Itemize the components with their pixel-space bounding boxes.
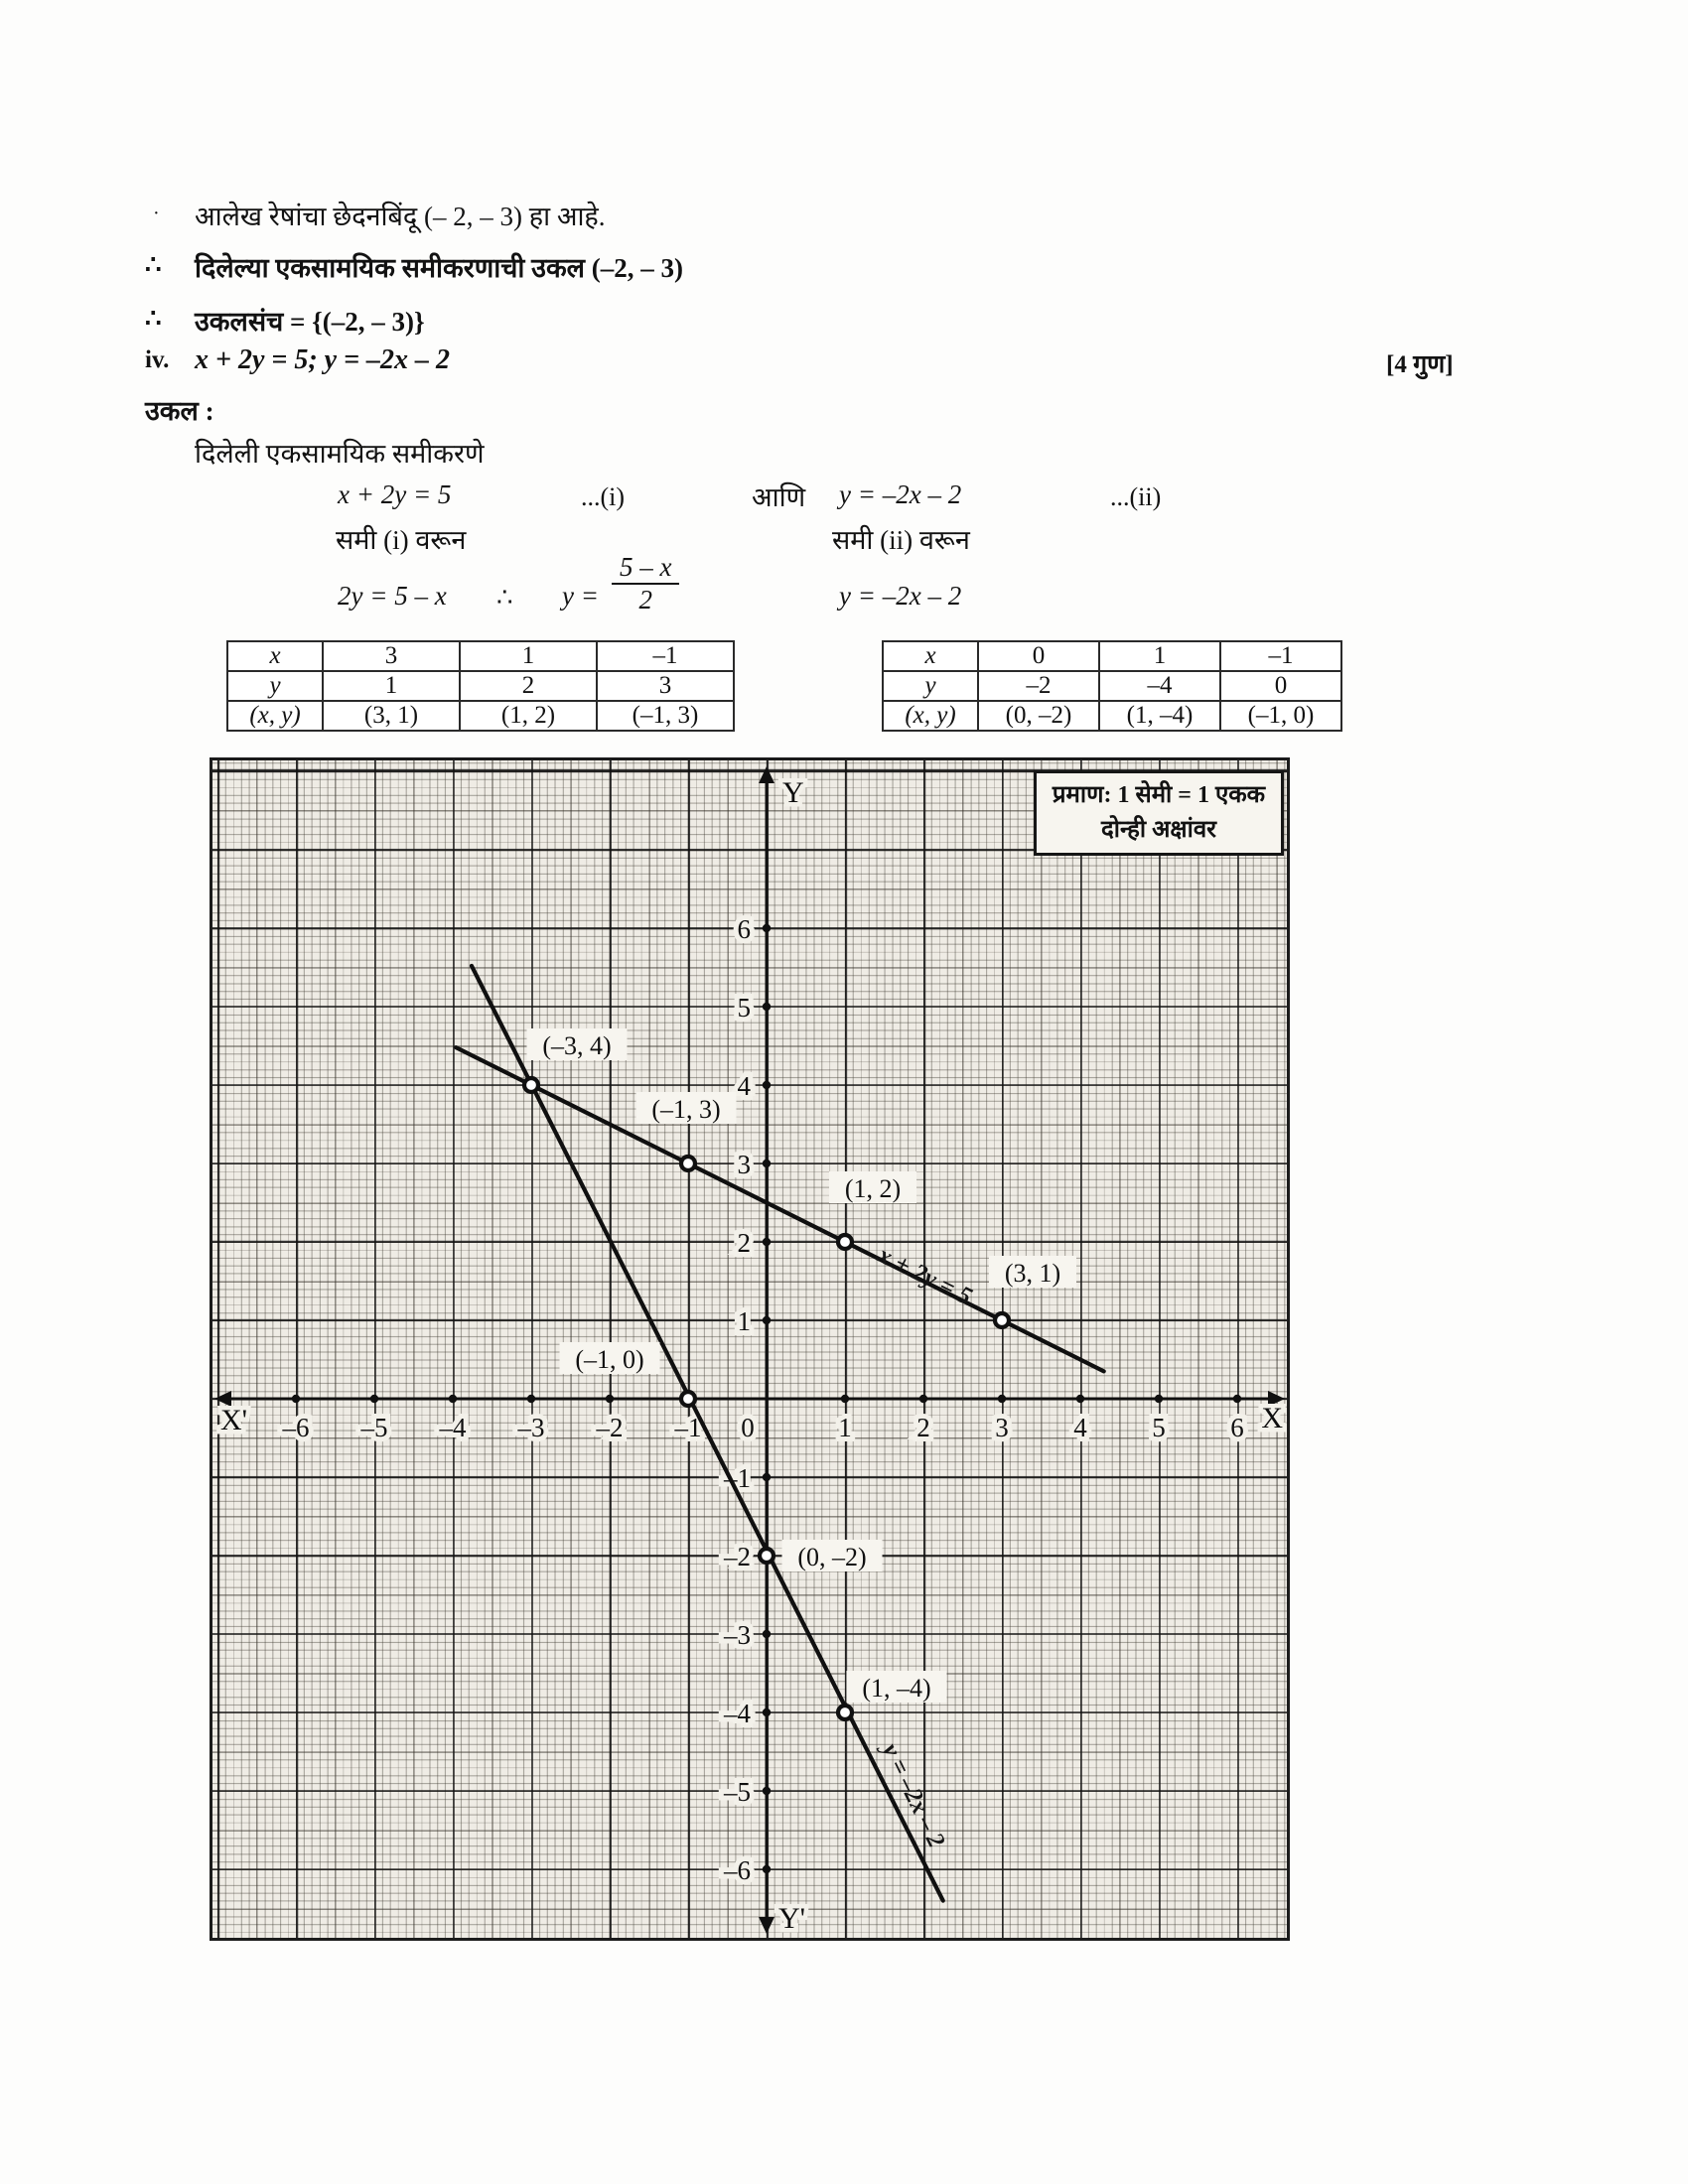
table-row (227, 671, 734, 701)
fraction-denominator: 2 (638, 585, 652, 614)
value-cell: –1 (597, 641, 734, 671)
value-cell: 0 (978, 641, 1099, 671)
y-tick-dot (763, 1238, 771, 1246)
graph-point (524, 1078, 538, 1092)
axis-label-y-pos: Y (782, 776, 804, 809)
statement-solution-set: उकलसंच = {(–2, – 3)} (195, 307, 425, 337)
statement-intersection: आलेख रेषांचा छेदनबिंदू (– 2, – 3) हा आहे. (195, 202, 606, 231)
therefore-symbol: ∴ (145, 250, 162, 279)
table-row (227, 641, 734, 671)
y-tick-dot (763, 1160, 771, 1167)
value-cell: (1, 2) (460, 701, 597, 731)
from-eq1-label: समी (i) वरून (336, 525, 467, 555)
axis-label-x-neg: X' (220, 1404, 248, 1436)
and-word: आणि (752, 482, 806, 512)
x-tick-label: –2 (596, 1413, 624, 1442)
step-2y: 2y = 5 – x (338, 581, 447, 611)
solution-heading: उकल : (145, 396, 214, 426)
value-cell: –1 (1220, 641, 1341, 671)
x-tick-label: 3 (995, 1413, 1009, 1442)
scale-note-box (1034, 770, 1284, 856)
x-tick-dot (449, 1395, 457, 1403)
fraction-numerator: 5 – x (620, 552, 672, 582)
y-tick-label: 1 (737, 1306, 751, 1336)
y-tick-label: –2 (724, 1542, 751, 1571)
x-tick-label: –5 (360, 1413, 388, 1442)
item-number: iv. (145, 346, 170, 373)
table-row (883, 671, 1341, 701)
y-tick-label: 6 (737, 914, 751, 944)
value-cell: 1 (323, 671, 460, 701)
x-tick-label: –1 (674, 1413, 702, 1442)
x-tick-dot (919, 1395, 927, 1403)
value-cell: 2 (460, 671, 597, 701)
equation-1-ref: ...(i) (581, 482, 626, 511)
axis-label-y-neg: Y' (778, 1902, 806, 1935)
value-cell: –4 (1099, 671, 1220, 701)
origin-label: 0 (741, 1413, 755, 1442)
y-axis-arrow-bottom (759, 1917, 774, 1934)
y-tick-label: 4 (737, 1071, 751, 1101)
point-label: (1, –4) (862, 1674, 931, 1703)
value-cell: 1 (460, 641, 597, 671)
value-cell: –2 (978, 671, 1099, 701)
y-tick-dot (763, 1473, 771, 1481)
equation-1: x + 2y = 5 (338, 479, 452, 509)
y-axis-arrow-top (759, 766, 774, 783)
scale-note-line1: प्रमाण: 1 सेमी = 1 एकक (1052, 782, 1266, 809)
y-tick-label: –4 (724, 1699, 751, 1728)
graph-paper (210, 757, 1290, 1941)
graph-point (681, 1392, 695, 1406)
y-tick-label: 3 (737, 1150, 751, 1179)
graph-point (681, 1157, 695, 1170)
x-tick-label: 2 (916, 1413, 930, 1442)
row-header-cell: (x, y) (883, 701, 978, 731)
values-table-eq2 (882, 640, 1342, 732)
point-label: (1, 2) (844, 1174, 902, 1203)
value-cell: (3, 1) (323, 701, 460, 731)
row-header-cell: y (883, 671, 978, 701)
graph-point (995, 1313, 1009, 1327)
row-header-cell: (x, y) (227, 701, 323, 731)
point-label: (–3, 4) (542, 1031, 612, 1060)
y-tick-label: –5 (724, 1777, 751, 1807)
equation-label: y = –2x – 2 (876, 1739, 950, 1852)
row-header-cell: y (227, 671, 323, 701)
graph-svg (212, 760, 1287, 1938)
y-tick-dot (763, 1787, 771, 1795)
statement-solution: दिलेल्या एकसामयिक समीकरणाची उकल (–2, – 3) (195, 253, 683, 283)
from-eq2-label: समी (ii) वरून (832, 525, 970, 555)
value-cell: 3 (597, 671, 734, 701)
y-tick-label: –3 (724, 1620, 751, 1650)
graph-point (838, 1706, 852, 1719)
equation-2: y = –2x – 2 (839, 479, 962, 509)
value-cell: 0 (1220, 671, 1341, 701)
y-tick-dot (763, 1003, 771, 1011)
bullet-marker: · (153, 203, 160, 224)
y-tick-label: 5 (737, 993, 751, 1023)
point-label: (–1, 3) (651, 1095, 721, 1124)
values-table-eq1 (226, 640, 735, 732)
x-tick-dot (998, 1395, 1006, 1403)
x-tick-dot (841, 1395, 849, 1403)
value-cell: (–1, 3) (597, 701, 734, 731)
y-tick-dot (763, 1708, 771, 1716)
x-tick-dot (1076, 1395, 1084, 1403)
value-cell: (1, –4) (1099, 701, 1220, 731)
y-tick-label: –1 (724, 1463, 751, 1493)
table-row (883, 641, 1341, 671)
value-cell: (0, –2) (978, 701, 1099, 731)
y-equals: y = (562, 581, 599, 611)
axis-label-x-pos: X (1261, 1402, 1283, 1434)
x-tick-dot (370, 1395, 378, 1403)
table-row (883, 701, 1341, 731)
value-cell: (–1, 0) (1220, 701, 1341, 731)
y-tick-label: 2 (737, 1228, 751, 1258)
x-tick-label: –6 (282, 1413, 310, 1442)
value-cell: 3 (323, 641, 460, 671)
therefore-symbol: ∴ (145, 304, 162, 333)
y-tick-dot (763, 1630, 771, 1638)
y-tick-label: –6 (724, 1855, 751, 1885)
x-tick-label: 1 (838, 1413, 852, 1442)
x-tick-dot (1233, 1395, 1241, 1403)
equation-2-restated: y = –2x – 2 (839, 581, 962, 611)
x-tick-dot (1155, 1395, 1163, 1403)
y-tick-dot (763, 924, 771, 932)
table-row (227, 701, 734, 731)
equation-label: x + 2y = 5 (873, 1241, 977, 1311)
y-tick-dot (763, 1081, 771, 1089)
point-label: (0, –2) (797, 1543, 867, 1571)
row-header-cell: x (883, 641, 978, 671)
marks-badge: [4 गुण] (1386, 351, 1454, 378)
point-label: (3, 1) (1004, 1259, 1061, 1288)
x-tick-label: –3 (517, 1413, 545, 1442)
x-tick-label: 4 (1073, 1413, 1087, 1442)
problem-equations: x + 2y = 5; y = –2x – 2 (195, 344, 451, 375)
x-tick-label: 6 (1230, 1413, 1244, 1442)
value-cell: 1 (1099, 641, 1220, 671)
x-tick-dot (527, 1395, 535, 1403)
equation-2-ref: ...(ii) (1110, 482, 1162, 511)
y-tick-dot (763, 1316, 771, 1324)
x-tick-label: –4 (439, 1413, 467, 1442)
y-tick-dot (763, 1865, 771, 1873)
graph-point (838, 1235, 852, 1249)
graph-point (760, 1549, 774, 1563)
given-equations-heading: दिलेली एकसामयिक समीकरणे (195, 439, 485, 469)
x-tick-label: 5 (1152, 1413, 1166, 1442)
fraction-5-minus-x-over-2 (612, 552, 679, 615)
point-label: (–1, 0) (575, 1345, 644, 1374)
x-tick-dot (606, 1395, 614, 1403)
scale-note-line2: दोन्ही अक्षांवर (1100, 817, 1217, 843)
row-header-cell: x (227, 641, 323, 671)
therefore-symbol: ∴ (496, 583, 513, 612)
x-tick-dot (292, 1395, 300, 1403)
